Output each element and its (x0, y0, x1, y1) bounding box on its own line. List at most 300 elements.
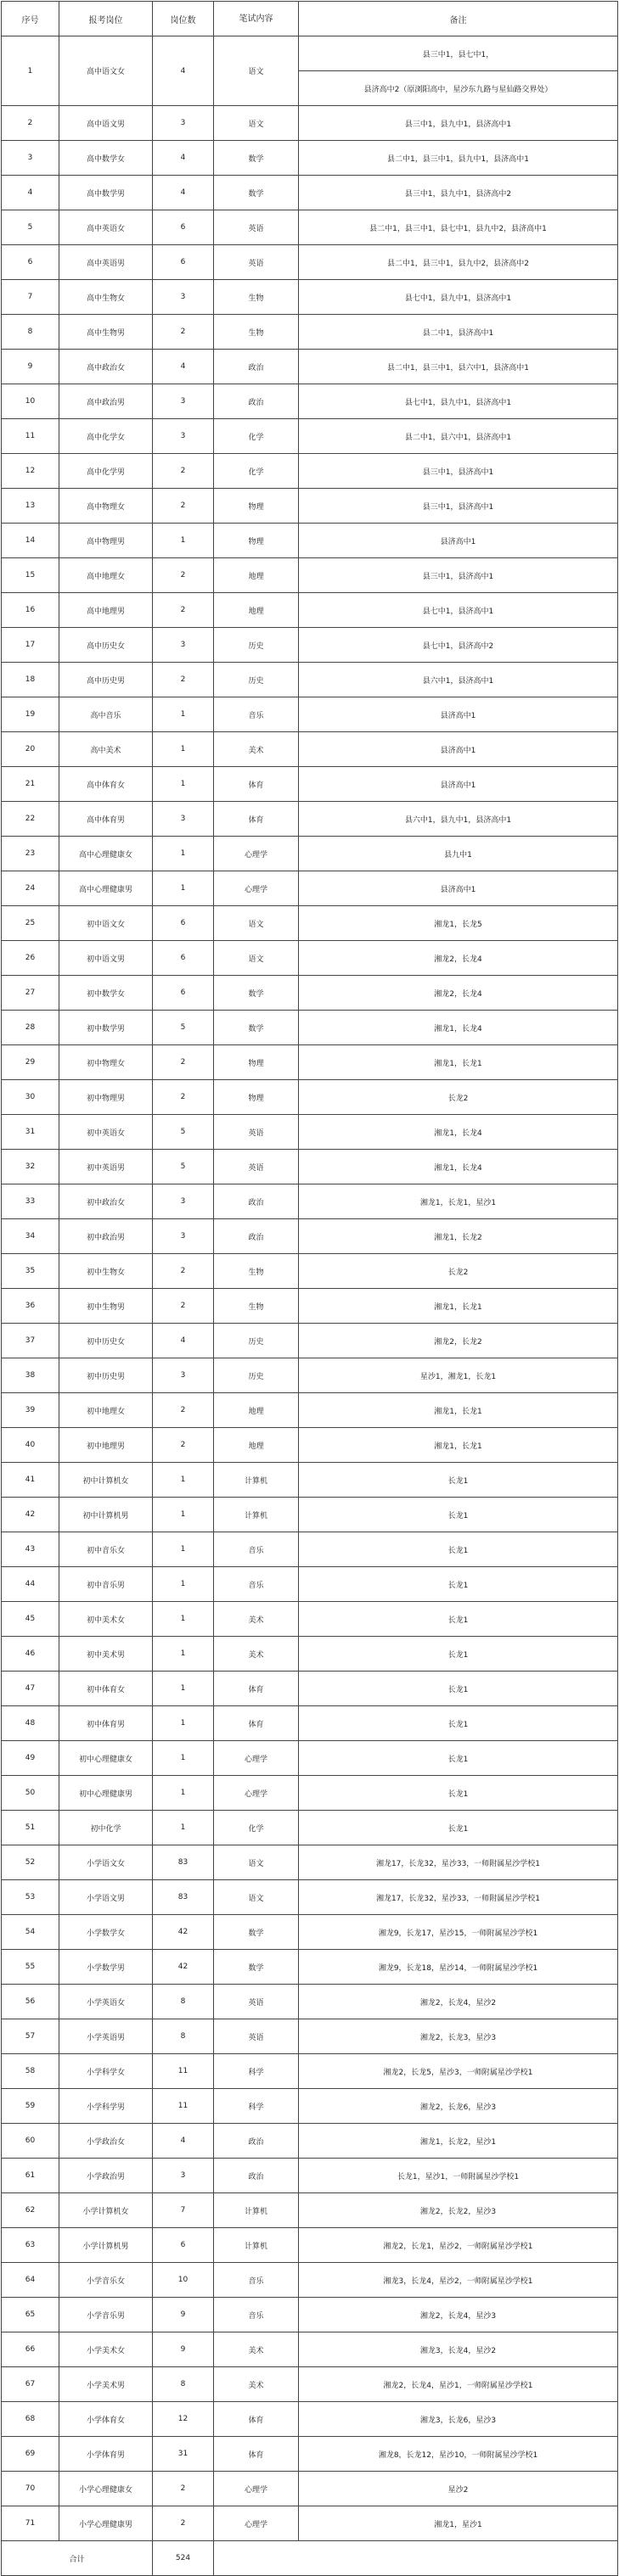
row-count: 1 (153, 524, 214, 558)
row-seq: 2 (2, 106, 59, 141)
row-position: 小学体育男 (59, 2437, 153, 2472)
row-remark: 县二中1，县济高中1 (299, 315, 618, 350)
row-seq: 53 (2, 1880, 59, 1915)
row-exam: 数学 (214, 1915, 299, 1950)
table-row (2, 663, 618, 697)
table-row (2, 1985, 618, 2019)
row-count: 1 (153, 1567, 214, 1602)
row-count: 1 (153, 732, 214, 767)
table-row (2, 141, 618, 176)
row-position: 小学英语男 (59, 2019, 153, 2054)
row-count: 2 (153, 315, 214, 350)
row-count: 1 (153, 1741, 214, 1776)
row-seq: 32 (2, 1150, 59, 1184)
row-count: 6 (153, 976, 214, 1011)
table-row (2, 1184, 618, 1219)
table-row (2, 419, 618, 454)
row-remark: 湘龙1，长龙2，星沙1 (299, 2124, 618, 2159)
row-exam: 计算机 (214, 1463, 299, 1498)
row-seq: 62 (2, 2193, 59, 2228)
row-position: 初中体育男 (59, 1706, 153, 1741)
table-row (2, 1289, 618, 1324)
table-row (2, 1498, 618, 1532)
row-exam: 心理学 (214, 2506, 299, 2541)
row-position: 高中心理健康女 (59, 837, 153, 871)
row-position: 初中生物男 (59, 1289, 153, 1324)
header-row (2, 2, 618, 36)
row-count: 3 (153, 280, 214, 315)
row-seq: 38 (2, 1358, 59, 1393)
row-position: 初中物理女 (59, 1045, 153, 1080)
row-seq: 51 (2, 1811, 59, 1845)
row-count: 2 (153, 558, 214, 593)
row-exam: 历史 (214, 1324, 299, 1358)
row-remark: 长龙2 (299, 1080, 618, 1115)
row-count: 2 (153, 1045, 214, 1080)
row-position: 小学音乐男 (59, 2298, 153, 2332)
row-count: 8 (153, 2019, 214, 2054)
positions-table (1, 1, 618, 2576)
table-row (2, 871, 618, 906)
row-count: 2 (153, 1080, 214, 1115)
row-remark: 县二中1，县三中1，县九中1，县济高中1 (299, 141, 618, 176)
row-seq: 1 (2, 36, 59, 106)
row-seq: 44 (2, 1567, 59, 1602)
row-exam: 历史 (214, 663, 299, 697)
row-position: 初中英语女 (59, 1115, 153, 1150)
row-remark: 湘龙1，长龙1 (299, 1393, 618, 1428)
table-row (2, 767, 618, 802)
row-position: 高中心理健康男 (59, 871, 153, 906)
row-exam: 科学 (214, 2089, 299, 2124)
row-count: 5 (153, 1011, 214, 1045)
row-exam: 生物 (214, 1289, 299, 1324)
row-seq: 35 (2, 1254, 59, 1289)
row-count: 1 (153, 1602, 214, 1637)
row-remark: 湘龙17，长龙32，星沙33，一师附属星沙学校1 (299, 1845, 618, 1880)
row-seq: 25 (2, 906, 59, 941)
row-count: 2 (153, 1428, 214, 1463)
row-remark: 湘龙1，长龙2 (299, 1219, 618, 1254)
row-seq: 14 (2, 524, 59, 558)
row-position: 初中数学女 (59, 976, 153, 1011)
row-remark: 县济高中1 (299, 524, 618, 558)
row-remark: 湘龙1，长龙1 (299, 1045, 618, 1080)
row-position: 初中生物女 (59, 1254, 153, 1289)
row-seq: 41 (2, 1463, 59, 1498)
row-count: 1 (153, 1532, 214, 1567)
row-remark: 长龙1 (299, 1463, 618, 1498)
table-row (2, 2367, 618, 2402)
table-row (2, 976, 618, 1011)
row-remark: 长龙1 (299, 1602, 618, 1637)
row-position: 高中政治女 (59, 350, 153, 384)
table-row (2, 2054, 618, 2089)
row-exam: 政治 (214, 350, 299, 384)
row-exam: 美术 (214, 2332, 299, 2367)
row-exam: 语文 (214, 106, 299, 141)
row-seq: 10 (2, 384, 59, 419)
row-exam: 政治 (214, 2159, 299, 2193)
table-row (2, 176, 618, 210)
row-remark: 星沙2 (299, 2472, 618, 2506)
row-position: 小学音乐女 (59, 2263, 153, 2298)
table-row (2, 697, 618, 732)
table-row (2, 628, 618, 663)
row-position: 初中政治女 (59, 1184, 153, 1219)
row-remark: 湘龙1，长龙4 (299, 1011, 618, 1045)
row-exam: 音乐 (214, 2263, 299, 2298)
row-exam: 历史 (214, 1358, 299, 1393)
row-count: 1 (153, 697, 214, 732)
row-remark: 湘龙17，长龙32，星沙33，一师附属星沙学校1 (299, 1880, 618, 1915)
row-seq: 19 (2, 697, 59, 732)
row-seq: 60 (2, 2124, 59, 2159)
row-remark: 湘龙2，长龙4，星沙2 (299, 1985, 618, 2019)
row-seq: 50 (2, 1776, 59, 1811)
row-count: 1 (153, 1463, 214, 1498)
table-row (2, 489, 618, 524)
table-row (2, 1358, 618, 1393)
table-row (2, 350, 618, 384)
row-count: 6 (153, 245, 214, 280)
row-count: 2 (153, 2472, 214, 2506)
row-count: 3 (153, 1184, 214, 1219)
row-position: 初中音乐男 (59, 1567, 153, 1602)
table-row (2, 1602, 618, 1637)
row-exam: 化学 (214, 1811, 299, 1845)
table-row (2, 1741, 618, 1776)
row-seq: 37 (2, 1324, 59, 1358)
row-count: 42 (153, 1915, 214, 1950)
row-position: 小学心理健康女 (59, 2472, 153, 2506)
row-remark: 县七中1，县九中1，县济高中1 (299, 280, 618, 315)
row-seq: 59 (2, 2089, 59, 2124)
row-exam: 英语 (214, 2019, 299, 2054)
row-seq: 66 (2, 2332, 59, 2367)
row-exam: 英语 (214, 1150, 299, 1184)
table-row (2, 280, 618, 315)
table-row (2, 524, 618, 558)
total-count: 524 (153, 2541, 214, 2576)
row-position: 初中心理健康男 (59, 1776, 153, 1811)
row-position: 初中地理男 (59, 1428, 153, 1463)
row-remark: 湘龙2，长龙5，星沙3，一师附属星沙学校1 (299, 2054, 618, 2089)
table-row (2, 1915, 618, 1950)
row-position: 初中政治男 (59, 1219, 153, 1254)
row-position: 小学语文女 (59, 1845, 153, 1880)
row-exam: 体育 (214, 767, 299, 802)
header-remark: 备注 (299, 2, 618, 36)
table-row (2, 36, 618, 71)
table-row (2, 2332, 618, 2367)
row-exam: 音乐 (214, 1532, 299, 1567)
row-exam: 计算机 (214, 2193, 299, 2228)
row-seq: 6 (2, 245, 59, 280)
row-position: 小学科学男 (59, 2089, 153, 2124)
table-row (2, 837, 618, 871)
row-seq: 71 (2, 2506, 59, 2541)
row-position: 高中生物女 (59, 280, 153, 315)
row-exam: 体育 (214, 1672, 299, 1706)
row-position: 初中语文男 (59, 941, 153, 976)
row-exam: 心理学 (214, 837, 299, 871)
row-exam: 英语 (214, 1115, 299, 1150)
table-row (2, 593, 618, 628)
row-exam: 音乐 (214, 1567, 299, 1602)
row-exam: 物理 (214, 1080, 299, 1115)
row-exam: 历史 (214, 628, 299, 663)
row-remark: 县二中1，县三中1，县九中2，县济高中2 (299, 245, 618, 280)
row-position: 高中地理女 (59, 558, 153, 593)
row-position: 初中美术男 (59, 1637, 153, 1672)
row-remark: 县七中1，县九中1，县济高中1 (299, 384, 618, 419)
row-count: 2 (153, 2506, 214, 2541)
row-exam: 语文 (214, 941, 299, 976)
row-remark: 县济高中1 (299, 767, 618, 802)
row-seq: 13 (2, 489, 59, 524)
row-remark: 湘龙1，长龙5 (299, 906, 618, 941)
row-exam: 数学 (214, 1950, 299, 1985)
row-remark: 县七中1，县济高中1 (299, 593, 618, 628)
row-count: 42 (153, 1950, 214, 1985)
row-position: 初中语文女 (59, 906, 153, 941)
row-count: 2 (153, 663, 214, 697)
row-exam: 物理 (214, 1045, 299, 1080)
header-position: 报考岗位 (59, 2, 153, 36)
row-position: 小学政治男 (59, 2159, 153, 2193)
table-row (2, 454, 618, 489)
row-seq: 55 (2, 1950, 59, 1985)
row-remark: 星沙1，湘龙1，长龙1 (299, 1358, 618, 1393)
row-position: 小学美术男 (59, 2367, 153, 2402)
row-seq: 8 (2, 315, 59, 350)
row-remark: 湘龙2，长龙6，星沙3 (299, 2089, 618, 2124)
row-remark: 湘龙3，长龙4，星沙2，一师附属星沙学校1 (299, 2263, 618, 2298)
row-position: 初中物理男 (59, 1080, 153, 1115)
row-position: 初中音乐女 (59, 1532, 153, 1567)
row-position: 小学语文男 (59, 1880, 153, 1915)
row-count: 1 (153, 1498, 214, 1532)
row-seq: 11 (2, 419, 59, 454)
row-position: 初中数学男 (59, 1011, 153, 1045)
row-remark: 湘龙1，长龙4 (299, 1115, 618, 1150)
row-count: 1 (153, 1776, 214, 1811)
row-remark: 县济高中1 (299, 697, 618, 732)
row-remark: 县三中1，县济高中1 (299, 558, 618, 593)
table-row (2, 732, 618, 767)
row-position: 初中计算机男 (59, 1498, 153, 1532)
row-exam: 计算机 (214, 1498, 299, 1532)
row-count: 3 (153, 2159, 214, 2193)
table-row (2, 1567, 618, 1602)
row-count: 12 (153, 2402, 214, 2437)
row-seq: 39 (2, 1393, 59, 1428)
row-exam: 政治 (214, 384, 299, 419)
row-seq: 26 (2, 941, 59, 976)
row-count: 3 (153, 628, 214, 663)
row-remark: 县三中1，县九中1，县济高中2 (299, 176, 618, 210)
row-remark: 县二中1，县三中1，县七中1，县九中2，县济高中1 (299, 210, 618, 245)
row-seq: 27 (2, 976, 59, 1011)
table-row (2, 2124, 618, 2159)
row-position: 高中物理男 (59, 524, 153, 558)
row-count: 7 (153, 2193, 214, 2228)
row-exam: 政治 (214, 2124, 299, 2159)
row-seq: 20 (2, 732, 59, 767)
row-position: 小学体育女 (59, 2402, 153, 2437)
row-position: 小学计算机男 (59, 2228, 153, 2263)
row-remark: 县三中1，县九中1，县济高中1 (299, 106, 618, 141)
row-position: 高中英语男 (59, 245, 153, 280)
row-count: 4 (153, 141, 214, 176)
row-position: 初中地理女 (59, 1393, 153, 1428)
row-count: 4 (153, 2124, 214, 2159)
row-remark: 县九中1 (299, 837, 618, 871)
row-count: 1 (153, 1811, 214, 1845)
row-count: 3 (153, 1219, 214, 1254)
row-count: 2 (153, 1254, 214, 1289)
row-seq: 70 (2, 2472, 59, 2506)
row-count: 4 (153, 36, 214, 106)
row-seq: 42 (2, 1498, 59, 1532)
row-position: 高中语文男 (59, 106, 153, 141)
row-exam: 英语 (214, 210, 299, 245)
row-count: 6 (153, 2228, 214, 2263)
row-remark: 湘龙1，长龙1 (299, 1428, 618, 1463)
row-exam: 政治 (214, 1184, 299, 1219)
table-row (2, 802, 618, 837)
row-seq: 3 (2, 141, 59, 176)
row-count: 2 (153, 593, 214, 628)
header-seq: 序号 (2, 2, 59, 36)
row-exam: 体育 (214, 1706, 299, 1741)
row-count: 6 (153, 210, 214, 245)
row-remark: 湘龙9，长龙18，星沙14，一师附属星沙学校1 (299, 1950, 618, 1985)
row-remark: 湘龙3，长龙4，星沙2 (299, 2332, 618, 2367)
row-exam: 语文 (214, 36, 299, 106)
row-seq: 28 (2, 1011, 59, 1045)
row-remark: 湘龙8，长龙12，星沙10，一师附属星沙学校1 (299, 2437, 618, 2472)
table-row (2, 1706, 618, 1741)
row-remark: 湘龙2，长龙2，星沙3 (299, 2193, 618, 2228)
row-remark: 长龙1 (299, 1532, 618, 1567)
row-position: 小学数学女 (59, 1915, 153, 1950)
row-remark: 长龙1，星沙1，一师附属星沙学校1 (299, 2159, 618, 2193)
row-count: 31 (153, 2437, 214, 2472)
row-seq: 23 (2, 837, 59, 871)
table-row (2, 941, 618, 976)
table-row (2, 1811, 618, 1845)
row-seq: 65 (2, 2298, 59, 2332)
row-seq: 52 (2, 1845, 59, 1880)
row-remark: 湘龙9，长龙17，星沙15，一师附属星沙学校1 (299, 1915, 618, 1950)
row-position: 初中计算机女 (59, 1463, 153, 1498)
row-count: 1 (153, 1672, 214, 1706)
row-count: 83 (153, 1880, 214, 1915)
row-position: 高中美术 (59, 732, 153, 767)
row-seq: 61 (2, 2159, 59, 2193)
row-position: 小学计算机女 (59, 2193, 153, 2228)
row-remark: 县济高中1 (299, 871, 618, 906)
row-count: 1 (153, 837, 214, 871)
table-row (2, 1393, 618, 1428)
row-remark: 湘龙2，长龙4 (299, 976, 618, 1011)
row-position: 高中语文女 (59, 36, 153, 106)
row-seq: 17 (2, 628, 59, 663)
row-remark: 长龙1 (299, 1567, 618, 1602)
row-seq: 46 (2, 1637, 59, 1672)
row-remark: 县三中1，县济高中1 (299, 454, 618, 489)
table-row (2, 2402, 618, 2437)
table-row (2, 1219, 618, 1254)
row-seq: 12 (2, 454, 59, 489)
row-exam: 美术 (214, 1602, 299, 1637)
row-count: 1 (153, 1706, 214, 1741)
row-seq: 40 (2, 1428, 59, 1463)
row-position: 高中体育女 (59, 767, 153, 802)
row-exam: 地理 (214, 1428, 299, 1463)
table-row (2, 1845, 618, 1880)
row-position: 初中历史女 (59, 1324, 153, 1358)
table-row (2, 906, 618, 941)
row-remark: 湘龙1，星沙1 (299, 2506, 618, 2541)
row-remark: 湘龙3，长龙6，星沙3 (299, 2402, 618, 2437)
total-label: 合计 (2, 2541, 153, 2576)
row-count: 11 (153, 2089, 214, 2124)
table-row (2, 384, 618, 419)
row-exam: 英语 (214, 1985, 299, 2019)
row-position: 高中生物男 (59, 315, 153, 350)
row-position: 小学数学男 (59, 1950, 153, 1985)
row-position: 高中英语女 (59, 210, 153, 245)
table-row (2, 1080, 618, 1115)
row-exam: 数学 (214, 176, 299, 210)
row-remark: 湘龙2，长龙2 (299, 1324, 618, 1358)
row-exam: 音乐 (214, 2298, 299, 2332)
row-remark: 长龙1 (299, 1776, 618, 1811)
row-position: 初中化学 (59, 1811, 153, 1845)
row-position: 初中体育女 (59, 1672, 153, 1706)
row-count: 8 (153, 2367, 214, 2402)
row-seq: 15 (2, 558, 59, 593)
row-exam: 生物 (214, 280, 299, 315)
row-remark: 县六中1，县济高中1 (299, 663, 618, 697)
row-exam: 数学 (214, 976, 299, 1011)
row-seq: 58 (2, 2054, 59, 2089)
row-seq: 49 (2, 1741, 59, 1776)
row-exam: 心理学 (214, 1741, 299, 1776)
row-exam: 化学 (214, 419, 299, 454)
row-seq: 56 (2, 1985, 59, 2019)
row-position: 初中英语男 (59, 1150, 153, 1184)
row-seq: 21 (2, 767, 59, 802)
row-seq: 64 (2, 2263, 59, 2298)
row-count: 2 (153, 489, 214, 524)
row-seq: 69 (2, 2437, 59, 2472)
row-count: 2 (153, 454, 214, 489)
row-count: 3 (153, 384, 214, 419)
row-count: 3 (153, 106, 214, 141)
row-count: 3 (153, 1358, 214, 1393)
table-row (2, 1150, 618, 1184)
table-row (2, 1428, 618, 1463)
table-row (2, 1254, 618, 1289)
row-remark: 湘龙1，长龙4 (299, 1150, 618, 1184)
table-row (2, 558, 618, 593)
row-exam: 数学 (214, 1011, 299, 1045)
row-remark: 湘龙1，长龙1 (299, 1289, 618, 1324)
